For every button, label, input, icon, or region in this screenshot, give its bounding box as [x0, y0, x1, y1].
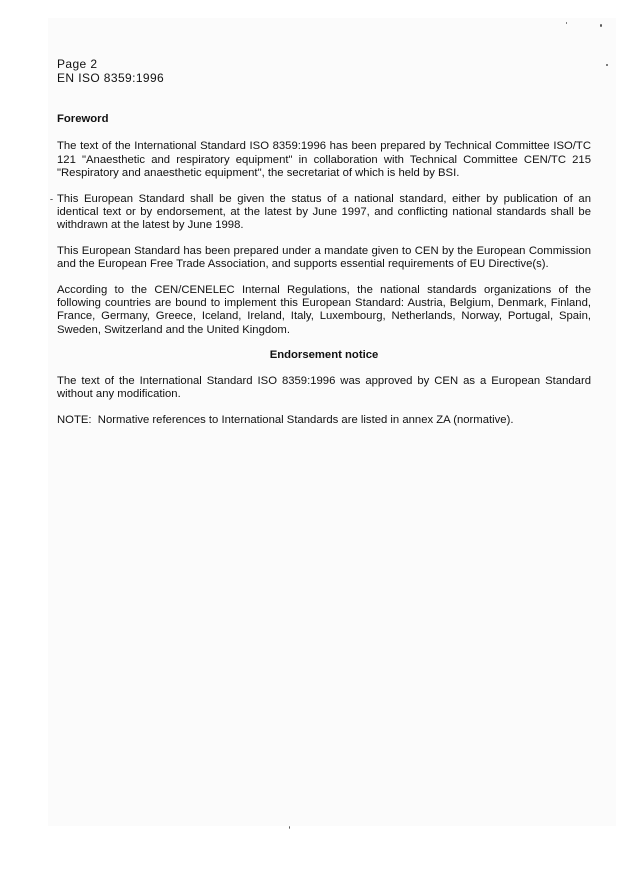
foreword-paragraph: This European Standard has been prepared under a mandate given to CEN by the European Commission and the European Free Trade Association, and supports essential requirements of EU Directive(s). [57, 244, 591, 271]
endorsement-heading: Endorsement notice [269, 349, 379, 362]
document-content [57, 57, 591, 439]
foreword-paragraph: The text of the International Standard ISO 8359:1996 has been prepared by Technical Committee ISO/TC 121 "Anaesthetic and respiratory equipment" in collaboration with Technical Committee CEN/TC 215 "Respiratory and anaesthetic equipment", the secretariat of which is held by BSI. [57, 140, 591, 180]
scan-speck [50, 199, 53, 200]
foreword-paragraph: According to the CEN/CENELEC Internal Regulations, the national standards organizations of the following countries are bound to implement this European Standard: Austria, Belgium, Denmark, Finland, France, Germany, Greece, Iceland, Ireland, Italy, Luxembourg, Netherlands, Norway, Portugal, Spain, Sweden, Switzerland and the United Kingdom. [57, 283, 591, 336]
scan-speck [606, 64, 608, 66]
foreword-paragraph: This European Standard shall be given the status of a national standard, either by publication of an identical text or by endorsement, at the latest by June 1997, and conflicting national standards shall be withdrawn at the latest by June 1998. [57, 192, 591, 232]
standard-id: EN ISO 8359:1996 [57, 71, 165, 85]
page-number: Page 2 [57, 57, 98, 71]
scan-speck [600, 24, 602, 27]
normative-note: NOTE: Normative references to International Standards are listed in annex ZA (normative). [57, 413, 514, 426]
scan-speck [289, 826, 290, 829]
endorsement-text: The text of the International Standard ISO 8359:1996 was approved by CEN as a European Standard without any modification. [57, 374, 591, 401]
scan-speck [566, 22, 567, 24]
foreword-heading: Foreword [57, 113, 109, 125]
